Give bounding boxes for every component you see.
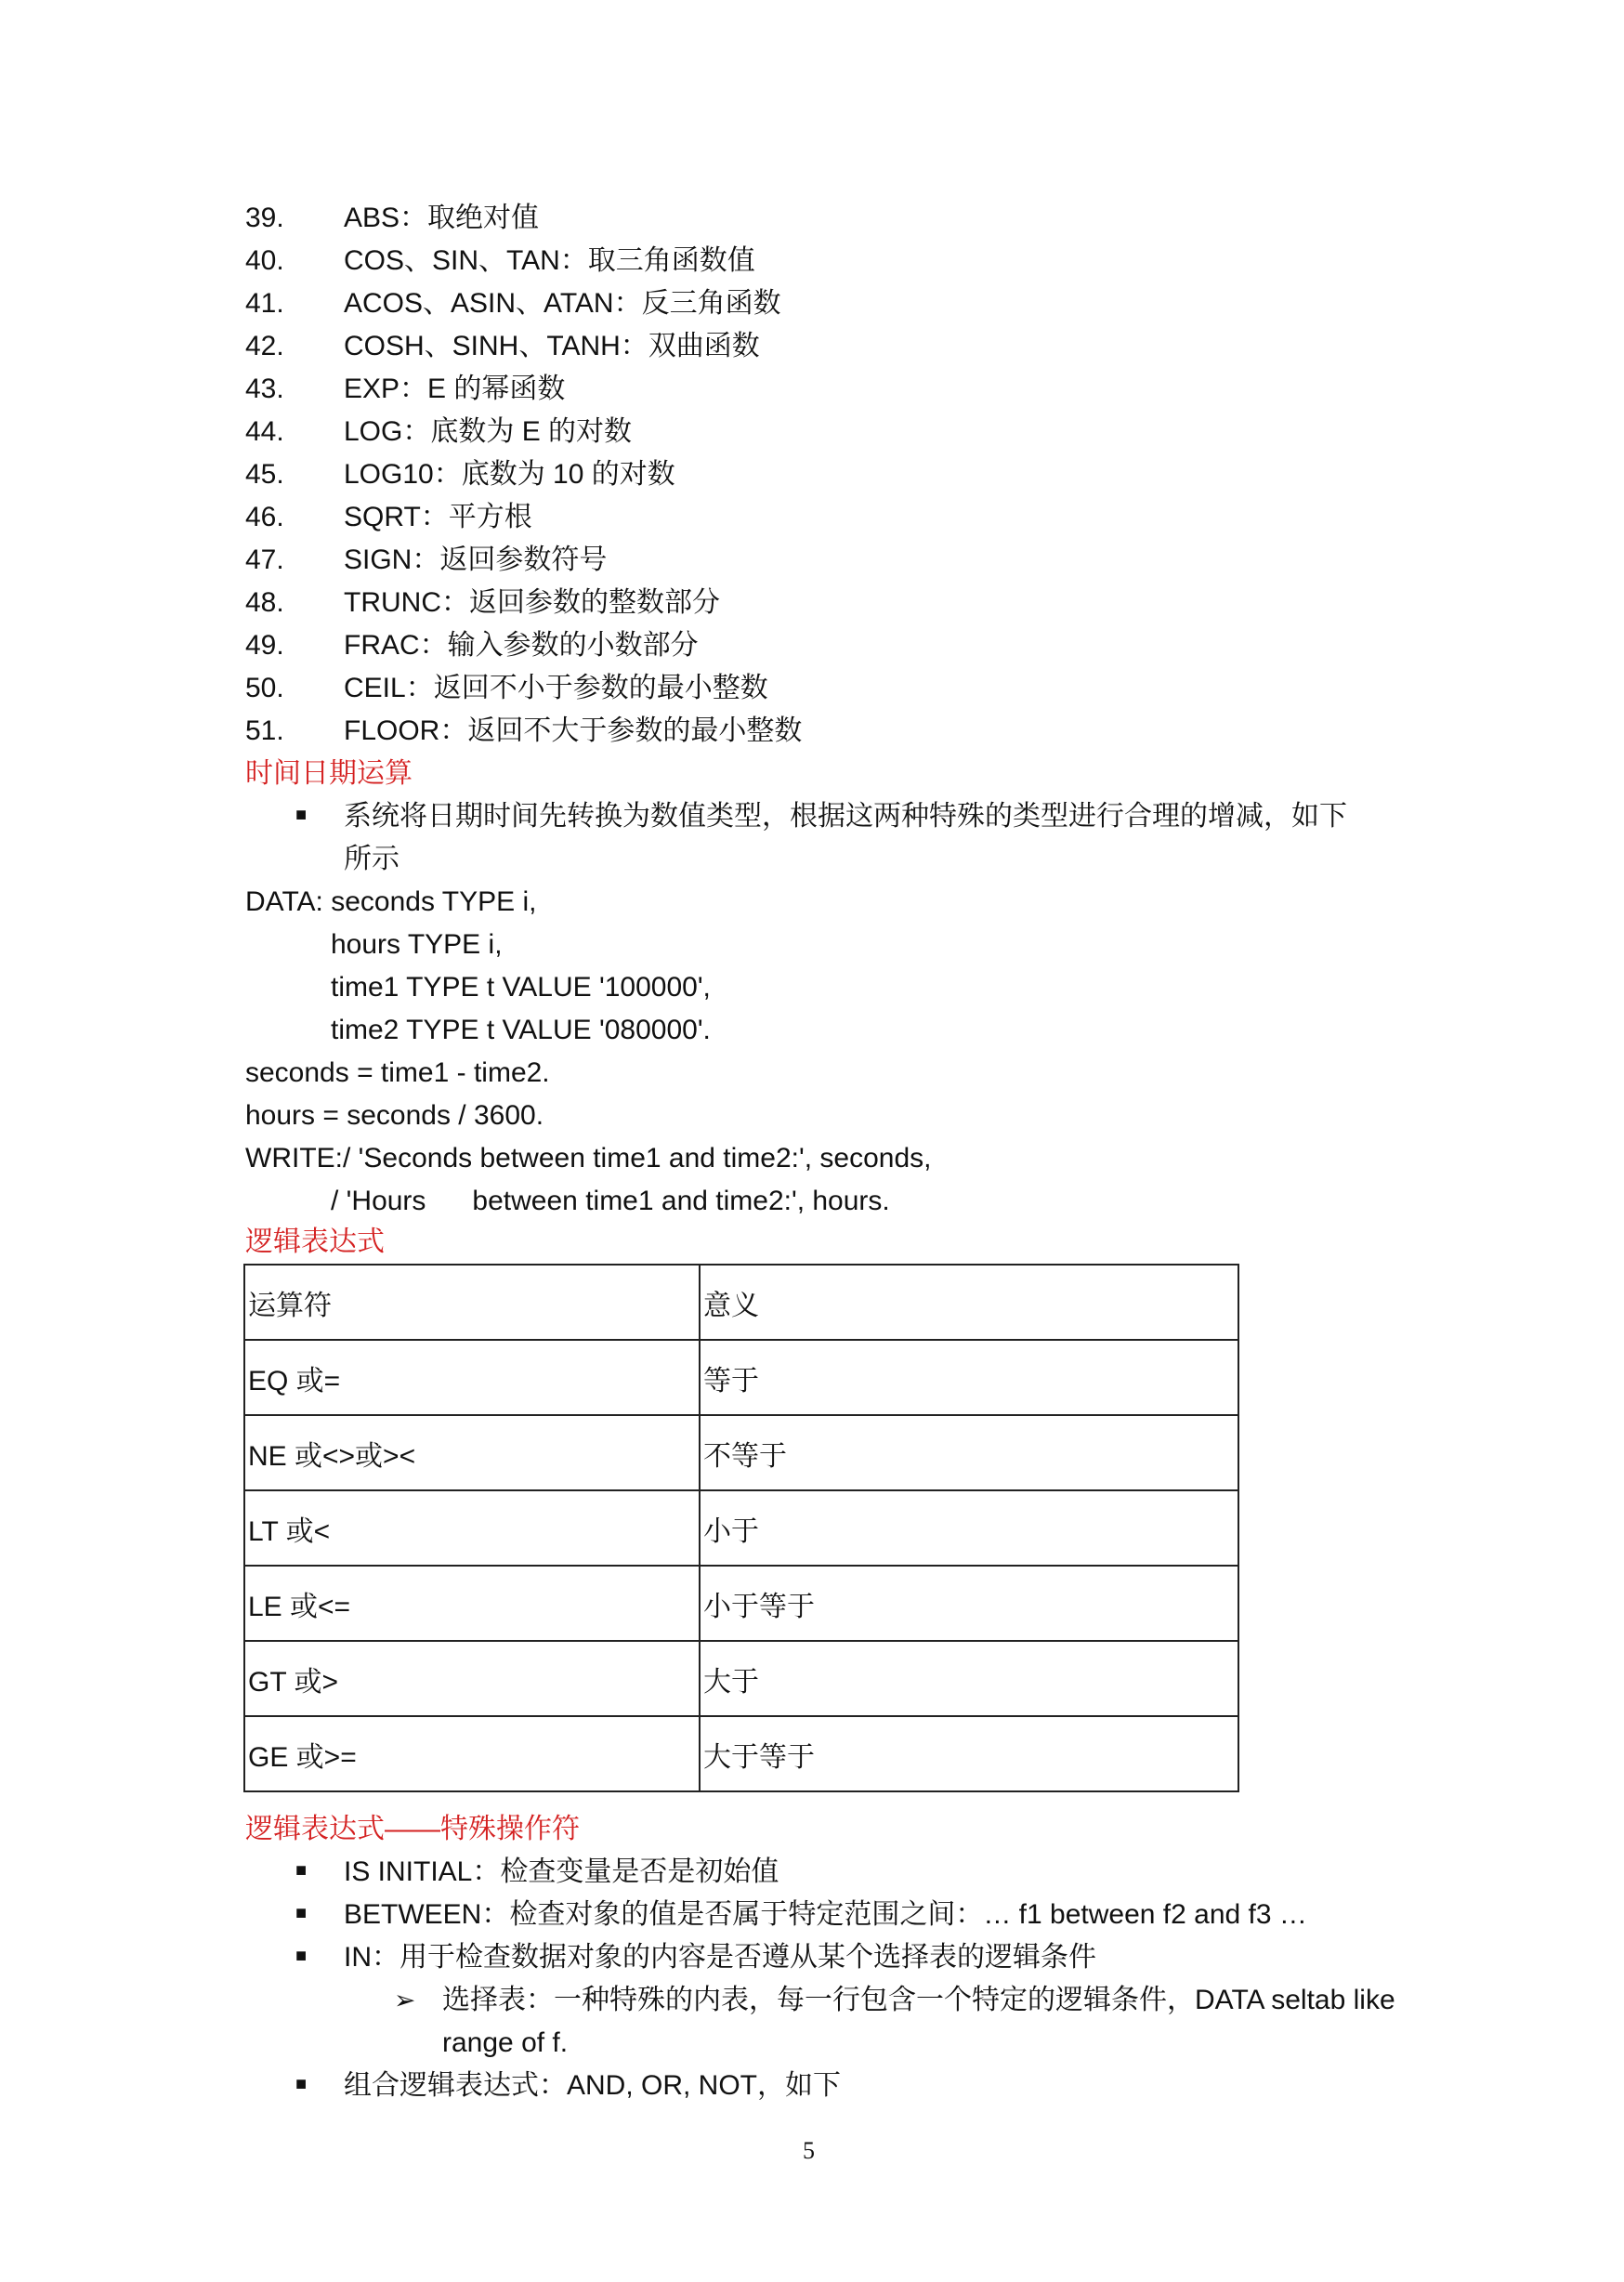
selection-table-desc-line1: 选择表：一种特殊的内表，每一行包含一个特定的逻辑条件，DATA seltab like: [442, 1985, 1395, 2015]
table-cell-operator: NE 或<>或><: [244, 1415, 700, 1490]
table-row: [244, 1566, 1238, 1641]
bullet-icon: ■: [295, 2074, 308, 2094]
table-cell-meaning: 大于等于: [700, 1716, 1238, 1791]
code-line: hours TYPE i,: [331, 929, 503, 960]
table-row: [244, 1415, 1238, 1490]
table-row: [244, 1340, 1238, 1415]
table-cell-operator: GT 或>: [244, 1641, 700, 1716]
section-heading-logic: 逻辑表达式: [245, 1226, 385, 1257]
bullet-icon: ■: [295, 1946, 308, 1966]
table-cell-operator: LT 或<: [244, 1490, 700, 1566]
datetime-description-line1: 系统将日期时间先转换为数值类型，根据这两种特殊的类型进行合理的增减，如下: [344, 801, 1347, 832]
special-op-in: IN：用于检查数据对象的内容是否遵从某个选择表的逻辑条件: [344, 1942, 1096, 1973]
code-line: hours = seconds / 3600.: [245, 1100, 544, 1131]
datetime-description-line2: 所示: [344, 844, 399, 874]
section-heading-special-operators: 逻辑表达式——特殊操作符: [245, 1814, 580, 1844]
table-cell-meaning: 等于: [700, 1340, 1238, 1415]
bullet-icon: ■: [295, 1903, 308, 1923]
code-line: time2 TYPE t VALUE '080000'.: [331, 1015, 711, 1045]
code-line: seconds = time1 - time2.: [245, 1057, 550, 1088]
table-cell-meaning: 小于: [700, 1490, 1238, 1566]
table-row: [244, 1490, 1238, 1566]
table-cell-operator: GE 或>=: [244, 1716, 700, 1791]
arrow-bullet-icon: ➢: [394, 1986, 416, 2014]
table-row: [244, 1716, 1238, 1791]
table-header-cell: 意义: [700, 1265, 1238, 1340]
special-op-is-initial: IS INITIAL：检查变量是否是初始值: [344, 1856, 779, 1887]
table-row: [244, 1641, 1238, 1716]
code-line: / 'Hours between time1 and time2:', hours.: [331, 1186, 890, 1216]
table-cell-meaning: 不等于: [700, 1415, 1238, 1490]
table-cell-operator: LE 或<=: [244, 1566, 700, 1641]
special-op-between: BETWEEN：检查对象的值是否属于特定范围之间：… f1 between f2 and f3 …: [344, 1899, 1307, 1930]
table-header-row: [244, 1265, 1238, 1340]
selection-table-desc-line2: range of f.: [442, 2027, 569, 2058]
code-line: time1 TYPE t VALUE '100000',: [331, 972, 711, 1003]
table-cell-meaning: 大于: [700, 1641, 1238, 1716]
operator-table: [243, 1264, 1239, 1792]
section-heading-datetime: 时间日期运算: [245, 758, 413, 789]
bullet-icon: ■: [295, 805, 308, 825]
table-cell-operator: EQ 或=: [244, 1340, 700, 1415]
code-line: DATA: seconds TYPE i,: [245, 886, 537, 917]
table-cell-meaning: 小于等于: [700, 1566, 1238, 1641]
table-header-cell: 运算符: [244, 1265, 700, 1340]
code-line: WRITE:/ 'Seconds between time1 and time2:', seconds,: [245, 1143, 932, 1174]
bullet-icon: ■: [295, 1860, 308, 1881]
page-number: 5: [803, 2137, 815, 2164]
document-page: 39. ABS：取绝对值 40. COS、SIN、TAN：取三角函数值 41. ACOS、ASIN、ATAN：反三角函数 42. COSH、SINH、TANH：双曲函数 43. EXP：E 的幂函数 44. LOG：底数为 E 的对数 45. LOG10：底数为 10 的对数 46. SQRT：平方根 47. SIGN：返回参数符号 48. TRUNC：返回参数的整数部分 49. FRAC：输入参数的小数部分 50. CEIL：返回不小于参数的最小整数 51. FLOOR：返回不大于参数的最小整数 时间日期运算 ■ 系统将日期时间先转换为数值类型，根据这两种特殊的类型进行合理的增减，如下 所示 DATA: seconds TYPE i, hours TYPE i, time1 TYPE t VALUE '100000', time2 TYPE t VALUE '080000'. seconds = time1 - time2. hours = seconds / 3600. WRITE:/ 'Seconds between time1 and time2:', seconds, / 'Hours between time1 and time2:', hours. 逻辑表达式 运算符 意义 EQ 或= 等于 NE 或<>或>< 不等于 LT 或< 小于 LE 或<= 小于等于 GT 或> 大于 GE 或>= 大于等于 逻辑表达式——特殊操作符 ■ IS INITIAL：检查变量是否是初始值 ■ BETWEEN：检查对象的值是否属于特定范围之间：… f1 between f2 and f3 … ■ IN：用于检查数据对象的内容是否遵从某个选择表的逻辑条件 ➢ 选择表：一种特殊的内表，每一行包含一个特定的逻辑条件，DATA seltab like range of f. ■ 组合逻辑表达式：AND, OR, NOT，如下 5: [245, 203, 1395, 2164]
special-op-combined: 组合逻辑表达式：AND, OR, NOT，如下: [344, 2070, 842, 2101]
